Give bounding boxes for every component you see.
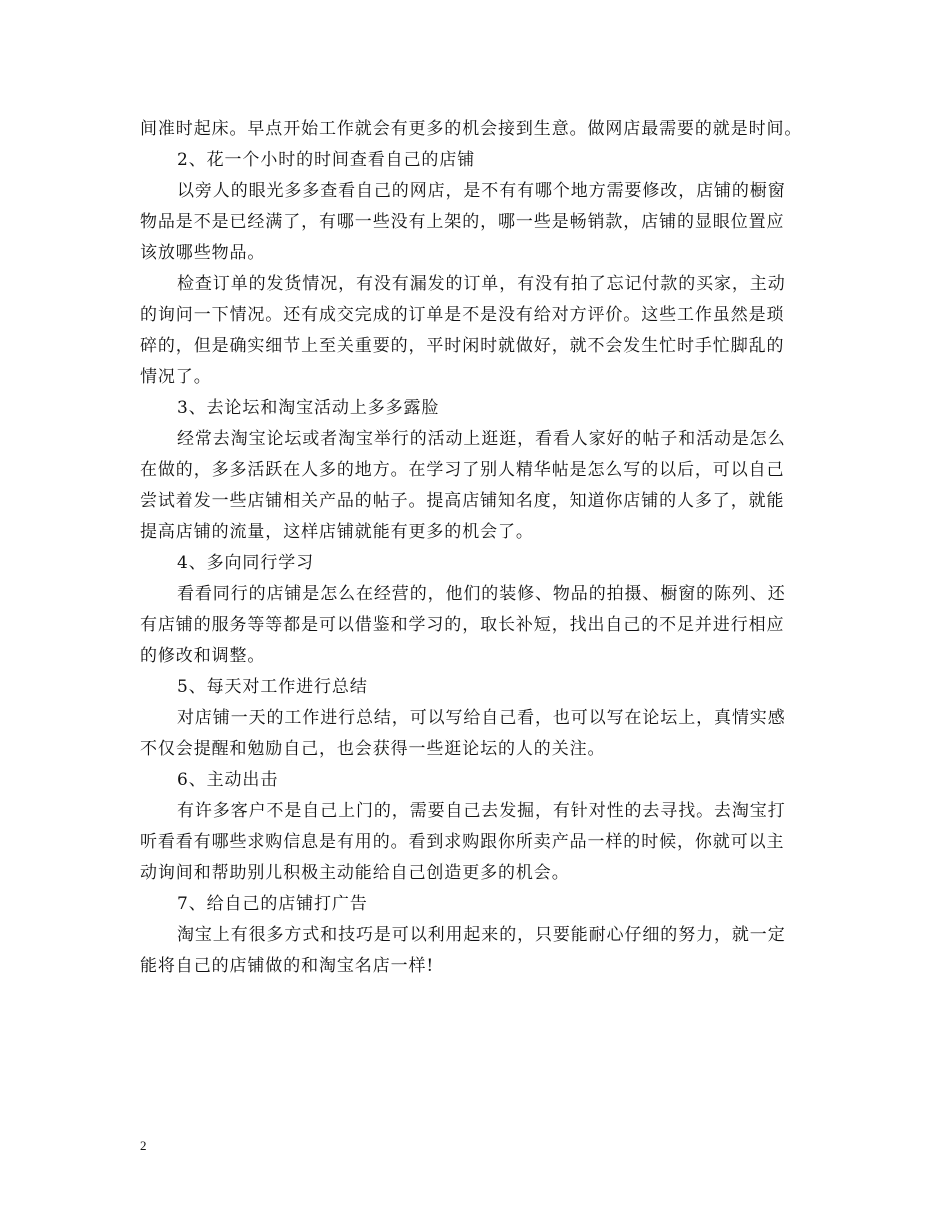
page-number: 2 bbox=[140, 1138, 147, 1153]
text-line: 的修改和调整。 bbox=[140, 646, 266, 666]
text-line: 淘宝上有很多方式和技巧是可以利用起来的，只要能耐心仔细的努力，就一定 bbox=[177, 925, 786, 945]
text-line: 有店铺的服务等等都是可以借鉴和学习的，取长补短，找出自己的不足并进行相应 bbox=[140, 615, 785, 635]
text-line: 间准时起床。早点开始工作就会有更多的机会接到生意。做网店最需要的就是时间。 bbox=[140, 119, 803, 139]
text-line: 物品是不是已经满了，有哪一些没有上架的，哪一些是畅销款，店铺的显眼位置应 bbox=[140, 212, 785, 232]
document-body bbox=[140, 114, 830, 982]
text-line: 的询问一下情况。还有成交完成的订单是不是没有给对方评价。这些工作虽然是琐 bbox=[140, 305, 785, 325]
text-line: 以旁人的眼光多多查看自己的网店，是不有有哪个地方需要修改，店铺的橱窗 bbox=[177, 181, 786, 201]
text-line: 该放哪些物品。 bbox=[140, 243, 266, 263]
text-line: 能将自己的店铺做的和淘宝名店一样! bbox=[140, 956, 435, 976]
text-line: 看看同行的店铺是怎么在经营的，他们的装修、物品的拍摄、橱窗的陈列、还 bbox=[177, 584, 786, 604]
text-line: 5、每天对工作进行总结 bbox=[177, 677, 368, 697]
text-line: 不仅会提醒和勉励自己，也会获得一些逛论坛的人的关注。 bbox=[140, 739, 606, 759]
text-line: 对店铺一天的工作进行总结，可以写给自己看，也可以写在论坛上，真情实感 bbox=[177, 708, 786, 728]
text-line: 4、多向同行学习 bbox=[177, 553, 315, 573]
text-line: 在做的，多多活跃在人多的地方。在学习了别人精华帖是怎么写的以后，可以自己 bbox=[140, 460, 785, 480]
text-line: 6、主动出击 bbox=[177, 770, 279, 790]
text-line: 2、花一个小时的时间查看自己的店铺 bbox=[177, 150, 476, 170]
text-line: 检查订单的发货情况，有没有漏发的订单，有没有拍了忘记付款的买家，主动 bbox=[177, 274, 786, 294]
text-line: 提高店铺的流量，这样店铺就能有更多的机会了。 bbox=[140, 522, 534, 542]
text-line: 7、给自己的店铺打广告 bbox=[177, 894, 368, 914]
text-line: 听看看有哪些求购信息是有用的。看到求购跟你所卖产品一样的时候，你就可以主 bbox=[140, 832, 785, 852]
text-line: 经常去淘宝论坛或者淘宝举行的活动上逛逛，看看人家好的帖子和活动是怎么 bbox=[177, 429, 786, 449]
text-line: 动询间和帮助别儿积极主动能给自己创造更多的机会。 bbox=[140, 863, 570, 883]
text-line: 情况了。 bbox=[140, 367, 212, 387]
text-line: 有许多客户不是自己上门的，需要自己去发掘，有针对性的去寻找。去淘宝打 bbox=[177, 801, 786, 821]
text-line: 碎的，但是确实细节上至关重要的，平时闲时就做好，就不会发生忙时手忙脚乱的 bbox=[140, 336, 785, 356]
text-line: 尝试着发一些店铺相关产品的帖子。提高店铺知名度，知道你店铺的人多了，就能 bbox=[140, 491, 785, 511]
text-line: 3、去论坛和淘宝活动上多多露脸 bbox=[177, 398, 440, 418]
